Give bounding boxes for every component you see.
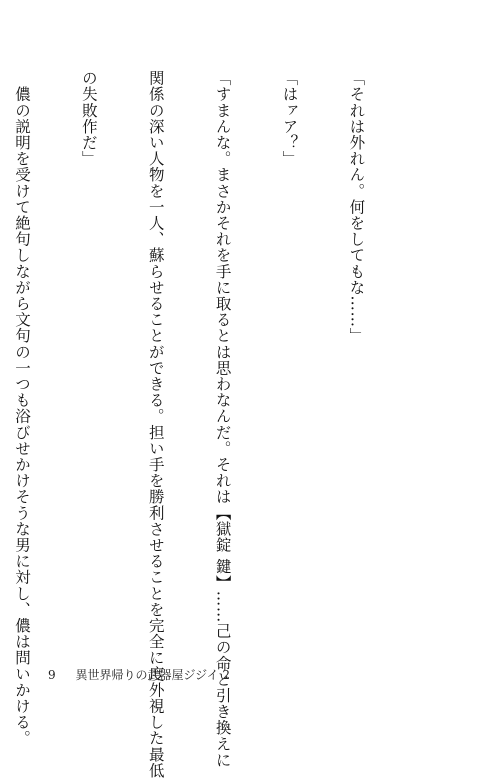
text-line: 「すまんな。まさかそれを手に取るとは思わなんだ。それは【獄錠 鍵】……己の命と引き換えに <box>213 70 232 768</box>
text-line: 「はァア？」 <box>280 70 299 167</box>
text-line: 「それは外れん。何をしてもな……」 <box>347 70 366 344</box>
book-title: 異世界帰りの武器屋ジジイ 2 <box>75 668 231 682</box>
page-number: 9 <box>48 668 56 682</box>
text-line: の失敗作だ」 <box>79 70 98 167</box>
page-footer <box>48 666 230 683</box>
text-line: 儂の説明を受けて絶句しながら文句の一つも浴びせかけそうな男に対し、儂は問いかける。 <box>12 70 31 747</box>
text-line: 関係の深い人物を一人、蘇らせることができる。担い手を勝利させることを完全に度外視した最低 <box>146 70 165 778</box>
